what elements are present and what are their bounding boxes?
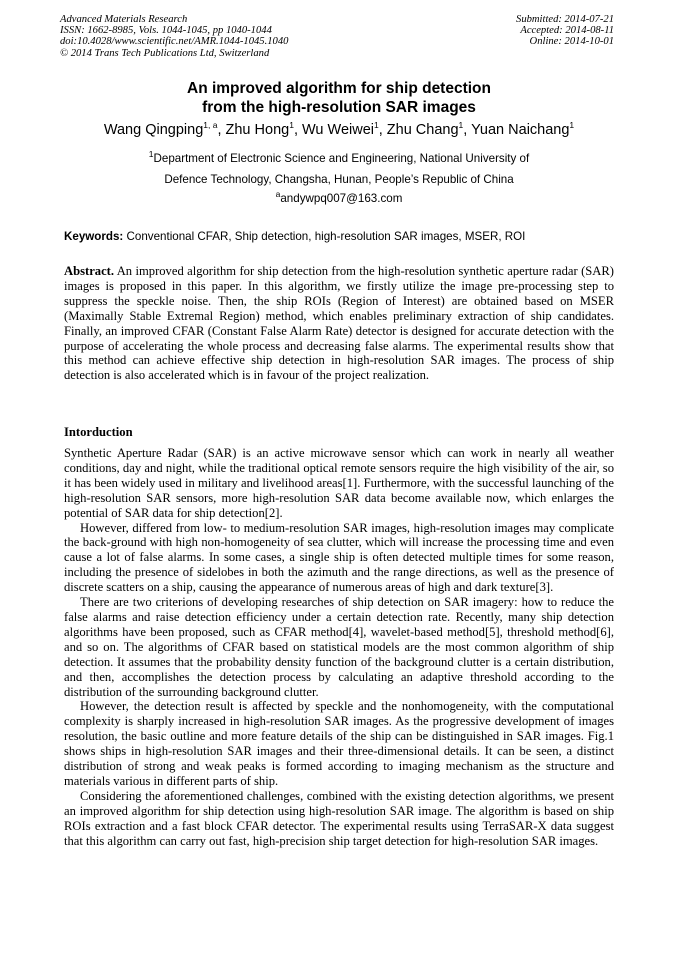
paper-title (0, 80, 678, 117)
intro-paragraph-1: Synthetic Aperture Radar (SAR) is an active microwave sensor which can work in nearly all weather conditions, day and night, while the traditional optical remote sensors require the high visibility of the air, so it has been widely used in military and livelihood areas[1]. Furthermore, with the successful launching of the high-resolution SAR sensors, more high-resolution SAR data become available now, which enlarges the potential of SAR data for ship detection[2]. (64, 446, 614, 520)
author-name: Wu Weiwei (302, 122, 374, 138)
journal-name: Advanced Materials Research (60, 14, 188, 25)
intro-paragraph-3: There are two criterions of developing researches of ship detection on SAR imagery: how to reduce the false alarms and raise detection efficiency under a certain detection rate. Recently, many ship detection algorithms have been proposed, such as CFAR method[4], wavelet-based method[5], threshold method[6], and so on. The algorithms of CFAR based on statistical models are the most common algorithm of ship detection. It assumes that the probability density function of the background clutter is a certain distribution, and then, accomplishes the detection process by calculating an adaptive threshold according to the distribution of the surrounding background clutter. (64, 595, 614, 699)
accepted-date: Accepted: 2014-08-11 (520, 25, 614, 37)
keywords-text: Conventional CFAR, Ship detection, high-resolution SAR images, MSER, ROI (126, 230, 526, 243)
author-list (0, 122, 678, 138)
affiliation-line-1 (0, 148, 678, 169)
title-line-2: from the high-resolution SAR images (202, 98, 476, 116)
abstract-label: Abstract. (64, 264, 115, 278)
copyright-line: © 2014 Trans Tech Publications Ltd, Switzerland (60, 47, 270, 59)
author-name: Wang Qingping (103, 122, 204, 138)
author-name: Zhu Chang (386, 122, 459, 138)
title-line-1: An improved algorithm for ship detection (187, 80, 491, 97)
intro-paragraph-2: However, differed from low- to medium-resolution SAR images, high-resolution images may complicate the back-ground with high non-homogeneity of sea clutter, which will increase the processing time and even cause a lot of false alarms. In some cases, a single ship is often detected multiple times for some reason, including the presence of sidelobes in both the azimuth and the range directions, as well as the presence of discrete scatters on a ship, causing the appearance of numerous areas of high and dark texture[3]. (64, 520, 614, 595)
journal-info (60, 14, 288, 59)
doi-line: doi:10.4028/www.scientific.net/AMR.1044-1045.1040 (60, 36, 289, 48)
abstract-text: An improved algorithm for ship detection from the high-resolution synthetic aperture radar (SAR) images is proposed in this paper. In this algorithm, we firstly utilize the image pre-processing step to suppress the speckle noise. Then, the ship ROIs (Region of Interest) are obtained based on MSER (Maximally Stable Extremal Region) method, which enables preliminary extraction of ship candidates. Finally, an improved CFAR (Constant False Alarm Rate) detector is designed for accurate detection with the purpose of accelerating the whole process and decreasing false alarms. The experimental results show that this method can achieve effective ship detection in high-resolution SAR images. The process of ship detection is also accelerated which is in favour of the project realization. (64, 264, 614, 383)
introduction-body (64, 446, 614, 848)
email-mark: a (275, 189, 281, 200)
affiliation (0, 148, 678, 190)
affiliation-text-1: Department of Electronic Science and Engineering, National University of (153, 152, 530, 165)
submitted-date: Submitted: 2014-07-21 (516, 14, 614, 25)
author-separator: , (378, 122, 387, 138)
author-affiliation-mark: 1 (569, 120, 575, 131)
submission-dates (516, 14, 614, 48)
section-heading-introduction: Intorduction (64, 425, 133, 439)
author-affiliation-mark: 1 (458, 120, 464, 131)
author-name: Zhu Hong (225, 122, 290, 138)
intro-paragraph-5: Considering the aforementioned challenges, combined with the existing detection algorithms, we present an improved algorithm for ship detection using high-resolution SAR image. The algorithm is based on ship ROIs extraction and a fast block CFAR detector. The experimental results using TerraSAR-X data suggest that this algorithm can carry out fast, high-precision ship target detection for high-resolution SAR images. (64, 788, 614, 848)
author-affiliation-mark: 1, a (203, 120, 218, 131)
author-affiliation-mark: 1 (373, 120, 379, 131)
affiliation-mark: 1 (148, 149, 154, 160)
author-affiliation-mark: 1 (289, 120, 294, 131)
author-separator: , (217, 122, 226, 138)
keywords-label: Keywords: (64, 230, 124, 243)
author-separator: , (463, 122, 472, 138)
online-date: Online: 2014-10-01 (529, 36, 614, 48)
author-separator: , (293, 122, 302, 138)
author-name: Yuan Naichang (471, 122, 570, 138)
keywords (64, 230, 616, 243)
issn-line: ISSN: 1662-8985, Vols. 1044-1045, pp 1040-1044 (60, 25, 272, 37)
abstract (64, 264, 614, 383)
affiliation-line-2: Defence Technology, Changsha, Hunan, People’s Republic of China (164, 173, 514, 186)
intro-paragraph-4: However, the detection result is affected by speckle and the nonhomogeneity, with the computational complexity is sharply increased in high-resolution SAR images. As the progressive development of images resolution, the basic outline and more feature details of the ship can be distinguished in SAR images. Fig.1 shows ships in high-resolution SAR images and their three-dimensional details. It can be seen, a distinct distribution of strong and weak peaks is formed according to imaging mechanism as the structure and materials various in different parts of ship. (64, 699, 614, 788)
author-email (0, 189, 678, 205)
email-address: andywpq007@163.com (280, 192, 403, 205)
